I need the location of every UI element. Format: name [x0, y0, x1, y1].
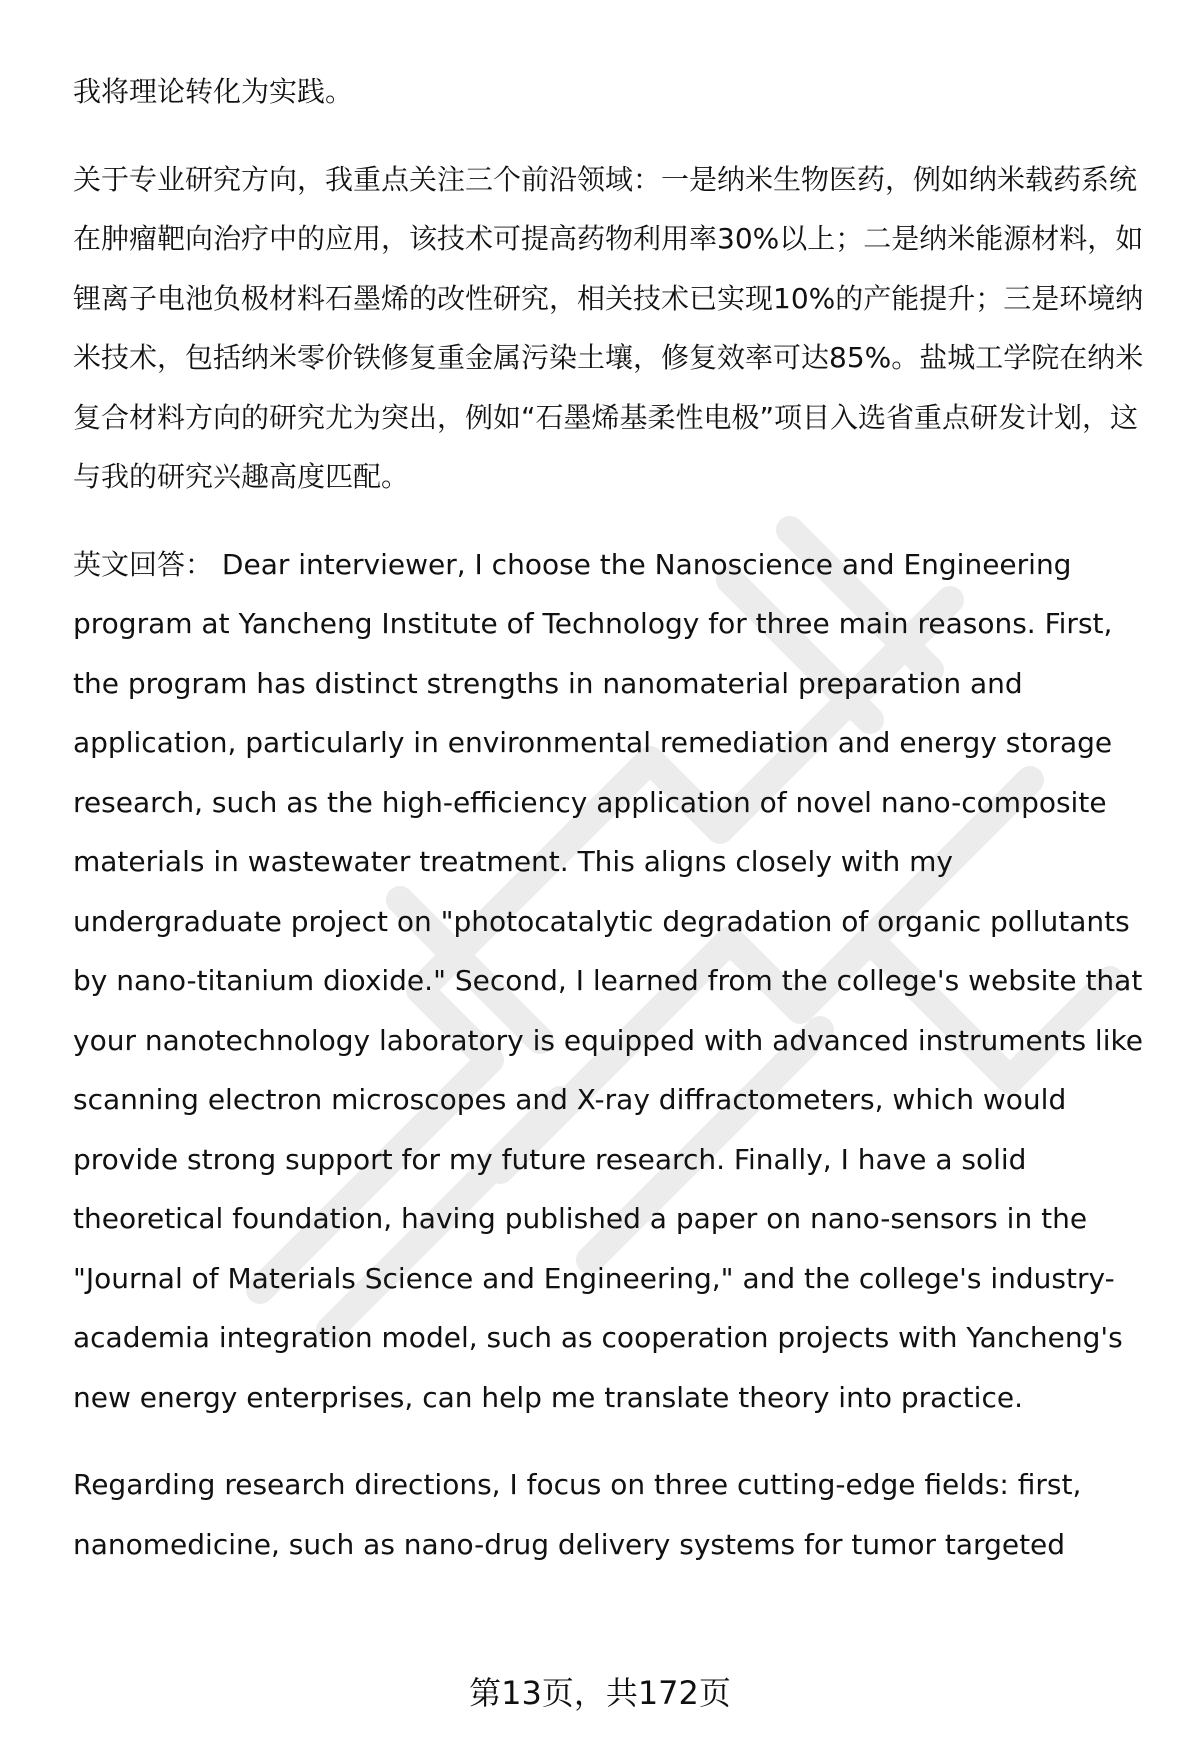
paragraph-continuation: 我将理论转化为实践。: [73, 75, 354, 108]
paragraph-english-answer: 英文回答： Dear interviewer, I choose the Nanoscience and Engineering program at Yancheng Institute of Technology for three main reasons. First, the program has distinct strengths in nanomaterial preparation and application, particularly in environmental remediation and energy storage research, such as the high-efficiency application of novel nano-composite materials in wastewater treatment. This aligns closely with my undergraduate project on "photocatalytic degradation of organic pollutants by nano-titanium dioxide." Second, I learned from the college's website that your nanotechnology laboratory is equipped with advanced instruments like scanning electron microscopes and X-ray diffractometers, which would provide strong support for my future research. Finally, I have a solid theoretical foundation, having published a paper on nano-sensors in the "Journal of Materials Science and Engineering," and the college's industry-academia integration model, such as cooperation projects with Yancheng's new energy enterprises, can help me translate theory into practice.: [73, 547, 1143, 1414]
paragraph-research-directions-zh: 关于专业研究方向，我重点关注三个前沿领域：一是纳米生物医药，例如纳米载药系统在肿瘤靶向治疗中的应用，该技术可提高药物利用率30%以上；二是纳米能源材料，如锂离子电池负极材料石墨烯的改性研究，相关技术已实现10%的产能提升；三是环境纳米技术，包括纳米零价铁修复重金属污染土壤，修复效率可达85%。盐城工学院在纳米复合材料方向的研究尤为突出，例如“石墨烯基柔性电极”项目入选省重点研发计划，这与我的研究兴趣高度匹配。: [73, 162, 1144, 493]
document-body: [73, 62, 1153, 1574]
page-number: 第13页，共172页: [469, 1674, 731, 1712]
paragraph-research-directions-en: Regarding research directions, I focus on three cutting-edge fields: first, nanomedicine, such as nano-drug delivery systems for tumor targeted: [73, 1468, 1082, 1561]
